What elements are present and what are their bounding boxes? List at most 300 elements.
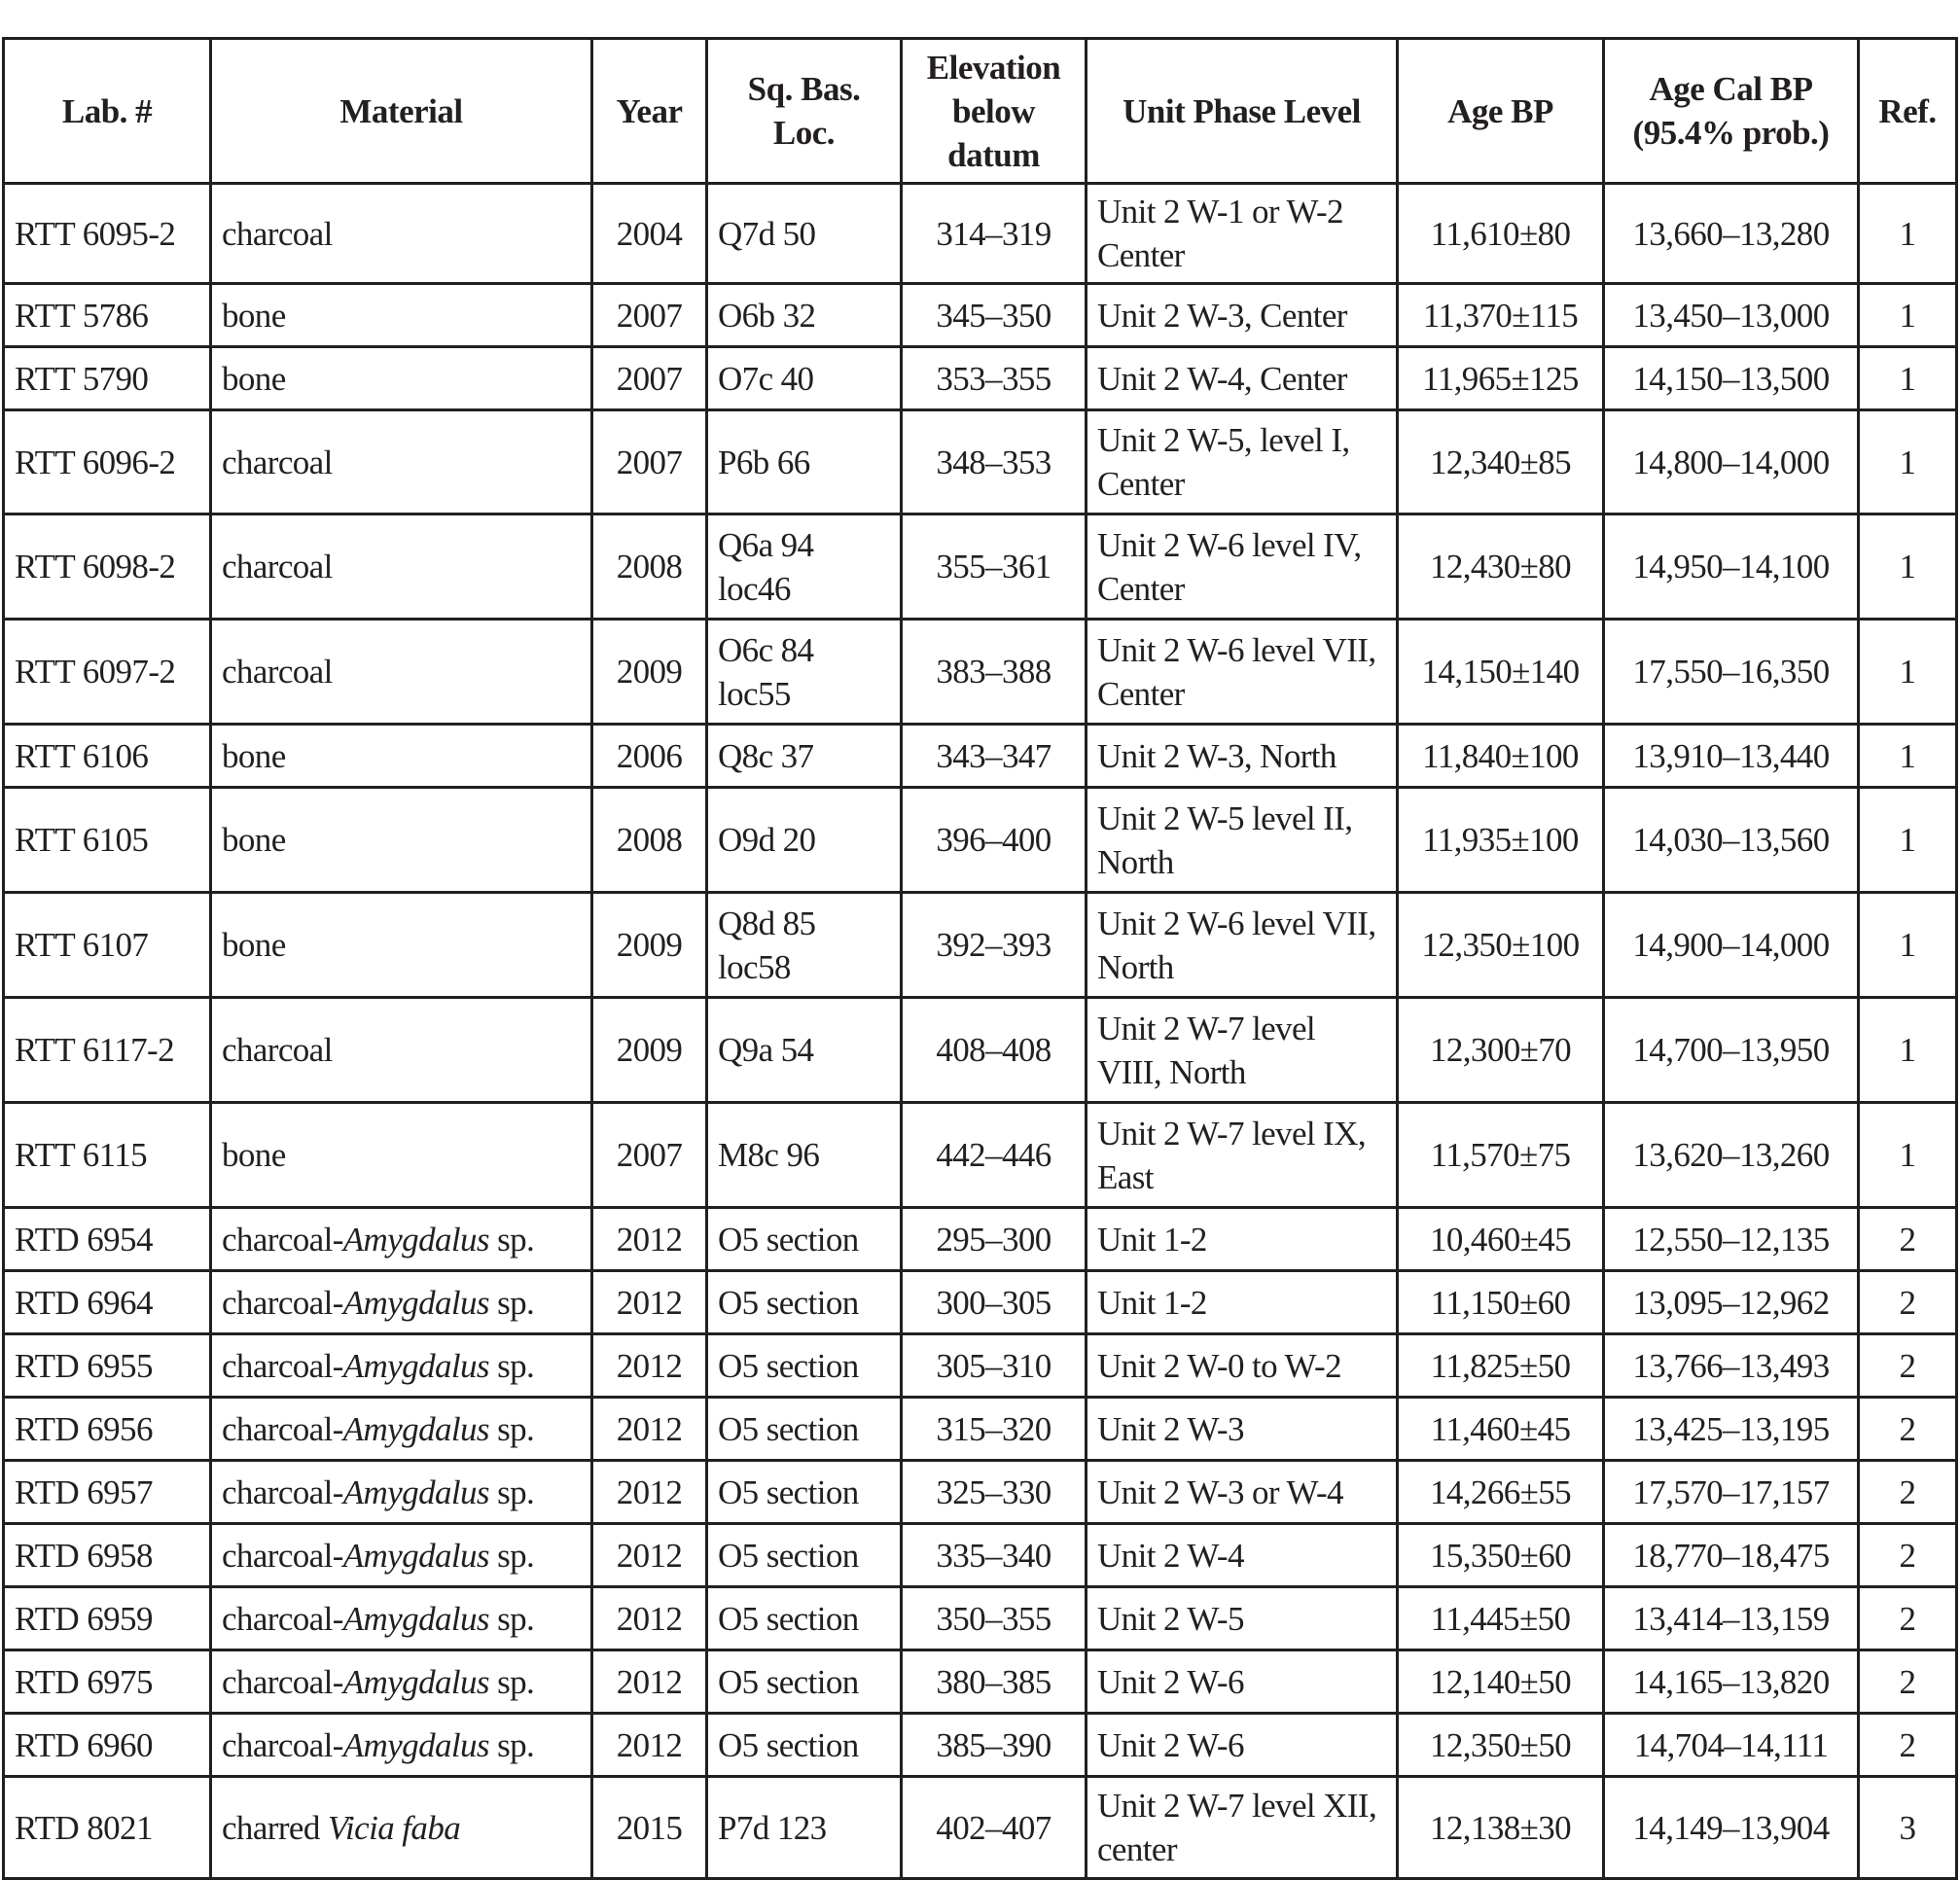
unit-phase-level-cell [1087, 1208, 1398, 1271]
material-text: bone [222, 736, 286, 775]
table-row [4, 514, 1957, 620]
material-suffix-text: sp. [488, 1725, 535, 1764]
unit-text: Unit 2 W-5, level I, Center [1097, 421, 1350, 503]
ref-text: 1 [1899, 821, 1916, 859]
unit-text: Unit 2 W-4, Center [1097, 359, 1347, 398]
table-row [4, 1334, 1957, 1398]
age-bp-cell [1398, 1398, 1604, 1461]
year-text: 2009 [616, 1031, 683, 1069]
year-text: 2012 [616, 1472, 683, 1511]
elevation-text: 442–446 [936, 1136, 1051, 1174]
ref-text: 1 [1899, 359, 1916, 398]
ref-text: 2 [1899, 1662, 1916, 1701]
reference-cell [1859, 1714, 1957, 1777]
elevation-cell [902, 184, 1087, 284]
unit-phase-level-cell [1087, 1461, 1398, 1524]
year-text: 2007 [616, 443, 683, 481]
ref-text: 2 [1899, 1472, 1916, 1511]
unit-phase-level-cell [1087, 1103, 1398, 1208]
unit-phase-level-cell [1087, 1650, 1398, 1714]
material-text: charcoal [222, 548, 333, 585]
age-cal-text: 12,550–12,135 [1632, 1220, 1830, 1259]
square-basket-locus-cell [707, 284, 902, 347]
age-cal-bp-cell [1604, 1334, 1859, 1398]
lab-text: RTT 6115 [15, 1136, 148, 1174]
age-cal-bp-cell [1604, 1587, 1859, 1650]
year-text: 2012 [616, 1536, 683, 1575]
age-bp-cell [1398, 1650, 1604, 1714]
unit-text: Unit 2 W-7 level VIII, North [1097, 1009, 1316, 1091]
loc-text: Q8c 37 [718, 736, 814, 775]
material-text: bone [222, 359, 286, 398]
unit-phase-level-cell [1087, 347, 1398, 410]
year-cell [592, 620, 707, 725]
unit-text: Unit 2 W-3, North [1097, 736, 1336, 775]
lab-text: RTD 6958 [15, 1536, 153, 1575]
elevation-text: 315–320 [936, 1409, 1051, 1448]
elevation-cell [902, 1398, 1087, 1461]
header-reference: Ref. [1859, 39, 1957, 184]
lab-text: RTD 6955 [15, 1346, 153, 1385]
elevation-text: 353–355 [936, 359, 1051, 398]
table-row [4, 1777, 1957, 1879]
year-cell [592, 893, 707, 998]
material-text: charcoal [222, 1031, 333, 1069]
elevation-cell [902, 893, 1087, 998]
lab-number-cell [4, 1650, 211, 1714]
reference-cell [1859, 1524, 1957, 1587]
table-row [4, 788, 1957, 893]
year-text: 2012 [616, 1283, 683, 1322]
taxon-name: Vicia faba [327, 1808, 461, 1847]
material-suffix-text: sp. [488, 1662, 535, 1701]
age-cal-bp-cell [1604, 725, 1859, 788]
reference-cell [1859, 620, 1957, 725]
lab-number-cell [4, 893, 211, 998]
age-bp-text: 15,350±60 [1429, 1536, 1572, 1575]
table-row [4, 1398, 1957, 1461]
material-cell [211, 1587, 592, 1650]
square-basket-locus-cell [707, 184, 902, 284]
lab-text: RTD 6954 [15, 1220, 153, 1259]
age-bp-cell [1398, 1524, 1604, 1587]
reference-cell [1859, 284, 1957, 347]
unit-text: Unit 2 W-5 level II, North [1097, 798, 1353, 881]
material-text: charcoal- [222, 1220, 343, 1259]
year-text: 2007 [616, 1136, 683, 1174]
material-text: charcoal- [222, 1472, 343, 1511]
age-cal-bp-cell [1604, 284, 1859, 347]
square-basket-locus-cell [707, 620, 902, 725]
material-cell [211, 725, 592, 788]
lab-text: RTT 6117-2 [15, 1031, 174, 1069]
age-bp-cell [1398, 1777, 1604, 1879]
material-text: bone [222, 1136, 286, 1174]
unit-text: Unit 2 W-6 [1097, 1662, 1244, 1701]
elevation-text: 402–407 [936, 1808, 1051, 1847]
age-bp-text: 11,825±50 [1430, 1346, 1571, 1385]
square-basket-locus-cell [707, 1461, 902, 1524]
year-text: 2012 [616, 1409, 683, 1448]
lab-number-cell [4, 347, 211, 410]
loc-text: O5 section [718, 1536, 859, 1575]
lab-text: RTD 6964 [15, 1283, 153, 1322]
unit-phase-level-cell [1087, 1714, 1398, 1777]
material-suffix-text: sp. [488, 1283, 535, 1322]
age-bp-text: 11,965±125 [1422, 359, 1579, 398]
age-cal-text: 13,425–13,195 [1632, 1409, 1830, 1448]
material-cell [211, 410, 592, 514]
header-age-cal-bp: Age Cal BP (95.4% prob.) [1604, 39, 1859, 184]
age-cal-text: 18,770–18,475 [1632, 1536, 1830, 1575]
elevation-cell [902, 788, 1087, 893]
reference-cell [1859, 893, 1957, 998]
ref-text: 2 [1899, 1220, 1916, 1259]
ref-text: 1 [1899, 736, 1916, 775]
square-basket-locus-cell [707, 788, 902, 893]
elevation-text: 380–385 [936, 1662, 1051, 1701]
material-text: bone [222, 296, 286, 335]
year-text: 2012 [616, 1220, 683, 1259]
year-text: 2004 [616, 214, 683, 253]
material-suffix-text: sp. [488, 1409, 535, 1448]
year-cell [592, 1714, 707, 1777]
taxon-name: Amygdalus [342, 1409, 489, 1448]
elevation-text: 300–305 [936, 1283, 1051, 1322]
year-text: 2012 [616, 1599, 683, 1638]
elevation-text: 325–330 [936, 1472, 1051, 1511]
square-basket-locus-cell [707, 1334, 902, 1398]
age-cal-text: 17,550–16,350 [1632, 653, 1830, 691]
year-text: 2008 [616, 548, 683, 585]
year-cell [592, 410, 707, 514]
age-bp-cell [1398, 1208, 1604, 1271]
material-text: charcoal [222, 653, 333, 691]
material-cell [211, 1524, 592, 1587]
square-basket-locus-cell [707, 1398, 902, 1461]
lab-number-cell [4, 184, 211, 284]
year-cell [592, 284, 707, 347]
material-cell [211, 1334, 592, 1398]
elevation-text: 343–347 [936, 736, 1051, 775]
lab-number-cell [4, 1461, 211, 1524]
lab-number-cell [4, 1334, 211, 1398]
year-text: 2012 [616, 1662, 683, 1701]
taxon-name: Amygdalus [342, 1346, 489, 1385]
unit-phase-level-cell [1087, 1271, 1398, 1334]
loc-text: O5 section [718, 1346, 859, 1385]
ref-text: 2 [1899, 1725, 1916, 1764]
lab-number-cell [4, 1271, 211, 1334]
loc-text: O5 section [718, 1220, 859, 1259]
material-text: bone [222, 821, 286, 859]
age-bp-text: 12,350±100 [1421, 926, 1580, 964]
ref-text: 2 [1899, 1409, 1916, 1448]
material-text: charcoal- [222, 1536, 343, 1575]
age-cal-text: 13,620–13,260 [1632, 1136, 1830, 1174]
ref-text: 1 [1899, 214, 1916, 253]
age-cal-text: 14,900–14,000 [1632, 926, 1830, 964]
age-cal-text: 13,660–13,280 [1632, 214, 1830, 253]
age-cal-text: 13,450–13,000 [1632, 296, 1830, 335]
age-bp-text: 12,300±70 [1429, 1031, 1572, 1069]
loc-text: Q7d 50 [718, 214, 816, 253]
header-unit-phase-level: Unit Phase Level [1087, 39, 1398, 184]
square-basket-locus-cell [707, 998, 902, 1103]
year-cell [592, 514, 707, 620]
age-cal-bp-cell [1604, 1208, 1859, 1271]
table-row [4, 893, 1957, 998]
table-row [4, 1524, 1957, 1587]
age-cal-bp-cell [1604, 1714, 1859, 1777]
taxon-name: Amygdalus [342, 1599, 489, 1638]
elevation-cell [902, 1650, 1087, 1714]
ref-text: 1 [1899, 296, 1916, 335]
square-basket-locus-cell [707, 1714, 902, 1777]
reference-cell [1859, 725, 1957, 788]
material-cell [211, 893, 592, 998]
elevation-cell [902, 1103, 1087, 1208]
material-cell [211, 1461, 592, 1524]
age-cal-bp-cell [1604, 1271, 1859, 1334]
ref-text: 1 [1899, 1031, 1916, 1069]
taxon-name: Amygdalus [342, 1725, 489, 1764]
table-row [4, 1650, 1957, 1714]
reference-cell [1859, 514, 1957, 620]
elevation-cell [902, 1714, 1087, 1777]
age-cal-text: 14,950–14,100 [1632, 548, 1830, 585]
unit-text: Unit 2 W-6 level VII, North [1097, 904, 1376, 986]
year-cell [592, 1398, 707, 1461]
square-basket-locus-cell [707, 410, 902, 514]
lab-number-cell [4, 1524, 211, 1587]
reference-cell [1859, 1398, 1957, 1461]
unit-text: Unit 2 W-3, Center [1097, 296, 1347, 335]
material-cell [211, 347, 592, 410]
unit-text: Unit 2 W-5 [1097, 1599, 1244, 1638]
elevation-text: 383–388 [936, 653, 1051, 691]
table-row [4, 410, 1957, 514]
elevation-cell [902, 998, 1087, 1103]
unit-phase-level-cell [1087, 1777, 1398, 1879]
elevation-text: 408–408 [936, 1031, 1051, 1069]
elevation-cell [902, 1334, 1087, 1398]
material-text: charcoal- [222, 1283, 343, 1322]
age-cal-bp-cell [1604, 347, 1859, 410]
table-row [4, 725, 1957, 788]
loc-text: P6b 66 [718, 443, 810, 481]
material-cell [211, 998, 592, 1103]
material-cell [211, 1650, 592, 1714]
reference-cell [1859, 1103, 1957, 1208]
year-cell [592, 184, 707, 284]
ref-text: 2 [1899, 1283, 1916, 1322]
age-cal-bp-cell [1604, 184, 1859, 284]
lab-number-cell [4, 998, 211, 1103]
loc-text: O5 section [718, 1662, 859, 1701]
unit-text: Unit 2 W-7 level IX, East [1097, 1114, 1367, 1196]
unit-phase-level-cell [1087, 725, 1398, 788]
header-square-basket-locus: Sq. Bas. Loc. [707, 39, 902, 184]
age-cal-bp-cell [1604, 514, 1859, 620]
year-text: 2009 [616, 653, 683, 691]
square-basket-locus-cell [707, 1777, 902, 1879]
lab-text: RTT 6105 [15, 821, 149, 859]
reference-cell [1859, 347, 1957, 410]
age-bp-text: 14,266±55 [1429, 1472, 1572, 1511]
age-cal-bp-cell [1604, 1398, 1859, 1461]
material-cell [211, 1103, 592, 1208]
material-text: charcoal [222, 443, 333, 481]
table-row [4, 1271, 1957, 1334]
age-cal-text: 13,910–13,440 [1632, 736, 1830, 775]
material-suffix-text: sp. [488, 1220, 535, 1259]
age-cal-bp-cell [1604, 788, 1859, 893]
lab-number-cell [4, 1714, 211, 1777]
loc-text: O5 section [718, 1472, 859, 1511]
unit-text: Unit 2 W-0 to W-2 [1097, 1346, 1342, 1385]
lab-text: RTT 6107 [15, 926, 149, 964]
age-bp-cell [1398, 284, 1604, 347]
material-cell [211, 620, 592, 725]
ref-text: 1 [1899, 548, 1916, 585]
age-bp-cell [1398, 1587, 1604, 1650]
material-text: charred [222, 1808, 328, 1847]
elevation-text: 345–350 [936, 296, 1051, 335]
square-basket-locus-cell [707, 1524, 902, 1587]
age-bp-text: 11,460±45 [1430, 1409, 1571, 1448]
reference-cell [1859, 1271, 1957, 1334]
lab-number-cell [4, 1777, 211, 1879]
age-bp-text: 12,140±50 [1429, 1662, 1572, 1701]
material-cell [211, 284, 592, 347]
age-bp-cell [1398, 1271, 1604, 1334]
year-text: 2008 [616, 821, 683, 859]
square-basket-locus-cell [707, 893, 902, 998]
table-row [4, 184, 1957, 284]
age-bp-text: 11,570±75 [1430, 1136, 1571, 1174]
lab-text: RTD 6959 [15, 1599, 153, 1638]
lab-text: RTD 6957 [15, 1472, 153, 1511]
lab-number-cell [4, 284, 211, 347]
age-cal-text: 13,414–13,159 [1632, 1599, 1830, 1638]
lab-text: RTT 6095-2 [15, 214, 176, 253]
loc-text: O5 section [718, 1725, 859, 1764]
unit-phase-level-cell [1087, 284, 1398, 347]
elevation-text: 295–300 [936, 1220, 1051, 1259]
table-row [4, 998, 1957, 1103]
lab-text: RTT 6106 [15, 736, 149, 775]
square-basket-locus-cell [707, 725, 902, 788]
age-cal-bp-cell [1604, 620, 1859, 725]
lab-number-cell [4, 1587, 211, 1650]
ref-text: 1 [1899, 926, 1916, 964]
age-cal-text: 14,704–14,111 [1633, 1725, 1829, 1764]
material-cell [211, 184, 592, 284]
elevation-text: 314–319 [936, 214, 1051, 253]
age-cal-text: 14,800–14,000 [1632, 443, 1830, 481]
reference-cell [1859, 1777, 1957, 1879]
loc-text: O6c 84 loc55 [718, 630, 814, 713]
reference-cell [1859, 1461, 1957, 1524]
square-basket-locus-cell [707, 347, 902, 410]
year-cell [592, 1777, 707, 1879]
age-cal-text: 13,095–12,962 [1632, 1283, 1830, 1322]
age-cal-bp-cell [1604, 1650, 1859, 1714]
age-cal-text: 14,150–13,500 [1632, 359, 1830, 398]
elevation-text: 385–390 [936, 1725, 1051, 1764]
material-suffix-text: sp. [488, 1472, 535, 1511]
lab-text: RTD 6975 [15, 1662, 153, 1701]
reference-cell [1859, 788, 1957, 893]
lab-number-cell [4, 410, 211, 514]
unit-phase-level-cell [1087, 893, 1398, 998]
elevation-text: 396–400 [936, 821, 1051, 859]
lab-number-cell [4, 1208, 211, 1271]
lab-text: RTT 6097-2 [15, 653, 176, 691]
square-basket-locus-cell [707, 1587, 902, 1650]
year-cell [592, 725, 707, 788]
elevation-cell [902, 284, 1087, 347]
square-basket-locus-cell [707, 514, 902, 620]
age-cal-bp-cell [1604, 1461, 1859, 1524]
age-cal-text: 13,766–13,493 [1632, 1346, 1830, 1385]
ref-text: 2 [1899, 1536, 1916, 1575]
table-row [4, 1587, 1957, 1650]
year-cell [592, 1208, 707, 1271]
age-bp-text: 11,150±60 [1430, 1283, 1571, 1322]
age-cal-bp-cell [1604, 998, 1859, 1103]
year-cell [592, 788, 707, 893]
material-suffix-text: sp. [488, 1346, 535, 1385]
age-bp-text: 12,138±30 [1429, 1808, 1572, 1847]
loc-text: Q6a 94 loc46 [718, 525, 814, 608]
lab-text: RTT 6096-2 [15, 443, 176, 481]
elevation-cell [902, 1461, 1087, 1524]
elevation-cell [902, 1271, 1087, 1334]
material-text: charcoal- [222, 1346, 343, 1385]
ref-text: 3 [1899, 1808, 1916, 1847]
taxon-name: Amygdalus [342, 1472, 489, 1511]
lab-text: RTT 5786 [15, 296, 149, 335]
age-bp-cell [1398, 514, 1604, 620]
material-text: bone [222, 926, 286, 964]
age-bp-cell [1398, 725, 1604, 788]
unit-phase-level-cell [1087, 184, 1398, 284]
unit-phase-level-cell [1087, 1587, 1398, 1650]
age-cal-text: 14,149–13,904 [1632, 1808, 1830, 1847]
year-text: 2006 [616, 736, 683, 775]
elevation-text: 392–393 [936, 926, 1051, 964]
year-cell [592, 998, 707, 1103]
lab-text: RTD 8021 [15, 1808, 153, 1847]
unit-text: Unit 2 W-6 level VII, Center [1097, 630, 1376, 713]
ref-text: 1 [1899, 1136, 1916, 1174]
age-bp-text: 11,445±50 [1430, 1599, 1571, 1638]
ref-text: 1 [1899, 653, 1916, 691]
square-basket-locus-cell [707, 1271, 902, 1334]
year-cell [592, 1103, 707, 1208]
header-elevation: Elevation below datum [902, 39, 1087, 184]
taxon-name: Amygdalus [342, 1220, 489, 1259]
unit-text: Unit 2 W-4 [1097, 1536, 1244, 1575]
loc-text: O9d 20 [718, 821, 816, 859]
lab-text: RTD 6960 [15, 1725, 153, 1764]
ref-text: 2 [1899, 1599, 1916, 1638]
table-body [4, 184, 1957, 1879]
material-suffix-text: sp. [488, 1599, 535, 1638]
lab-text: RTT 5790 [15, 359, 149, 398]
